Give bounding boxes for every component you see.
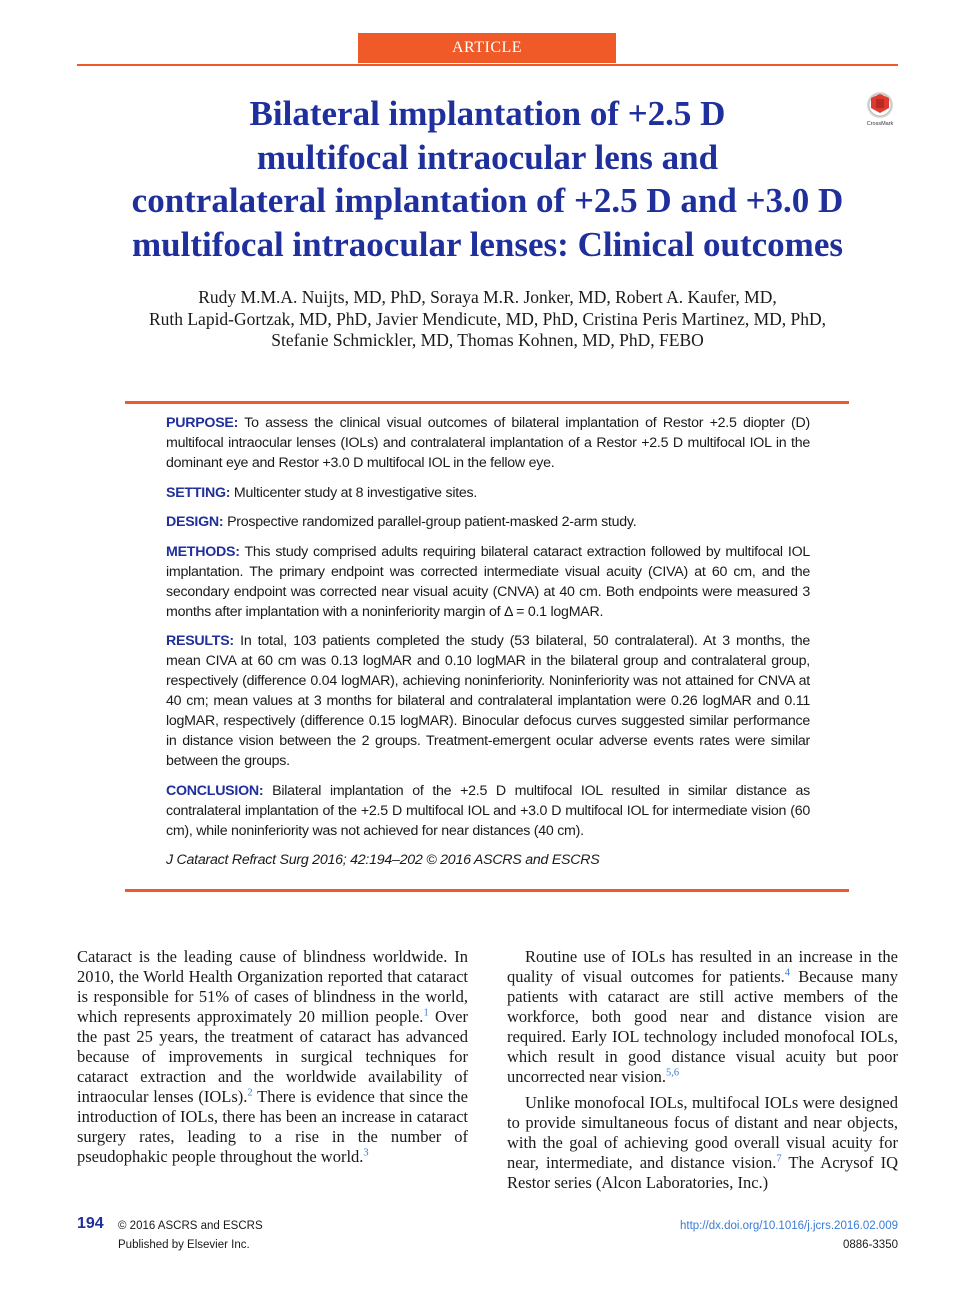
abstract-design — [166, 512, 810, 532]
design-text: Prospective randomized parallel-group patient-masked 2-arm study. — [227, 514, 637, 530]
intro-paragraph — [77, 947, 468, 1167]
publisher-notice: Published by Elsevier Inc. — [118, 1239, 250, 1251]
body-paragraph — [507, 947, 898, 1087]
methods-label: METHODS: — [166, 543, 240, 560]
section-label: ARTICLE — [451, 39, 523, 56]
body-text: Because many patients with cataract are still active members of the workforce, both good near and distance vision are required. Early IOL technology included monofocal IOLs, which result in good distance visual acuity but poor uncorrected near vision. — [507, 967, 898, 1086]
article-section-tab — [358, 33, 616, 63]
abstract-top-rule — [125, 401, 849, 404]
reference-link[interactable]: 4 — [784, 967, 791, 979]
purpose-text: To assess the clinical visual outcomes of bilateral implantation of Restor +2.5 diopter (D) multifocal intraocular lenses (IOLs) and contralateral implantation of a Restor +2.5 D multifocal IOL in the dominant eye and Restor +3.0 D multifocal IOL in the fellow eye. — [166, 415, 810, 471]
copyright-notice: © 2016 ASCRS and ESCRS — [118, 1220, 263, 1232]
author-line: Ruth Lapid-Gortzak, MD, PhD, Javier Mendicute, MD, PhD, Cristina Peris Martinez, MD, PhD, — [148, 308, 827, 329]
title-line: Bilateral implantation of +2.5 D — [249, 94, 726, 133]
title-line: contralateral implantation of +2.5 D and +3.0 D — [131, 181, 844, 220]
purpose-label: PURPOSE: — [166, 415, 239, 431]
reference-link[interactable]: 3 — [363, 1147, 369, 1159]
article-title — [70, 92, 905, 266]
body-left-column — [77, 947, 468, 1167]
body-text: Unlike monofocal IOLs, multifocal IOLs were designed to provide simultaneous focus of distant and near objects, with the goal of achieving good overall visual acuity for near, intermediate, and distance vision. — [507, 1093, 898, 1172]
title-line: multifocal intraocular lenses: Clinical outcomes — [132, 224, 843, 264]
title-line: multifocal intraocular lens and — [256, 137, 719, 177]
methods-text: This study comprised adults requiring bilateral cataract extraction followed by multifocal IOL implantation. The primary endpoint was corrected intermediate visual acuity (CIVA) at 60 cm, and the secondary endpoint was corrected near visual acuity (CNVA) at 40 cm. Both endpoints were measured 3 months after implantation with a noninferiority margin of Δ = 0.1 logMAR. — [166, 543, 810, 620]
abstract-setting — [166, 483, 810, 503]
author-line: Stefanie Schmickler, MD, Thomas Kohnen, MD, PhD, FEBO — [271, 330, 704, 350]
body-right-column — [507, 947, 898, 1193]
reference-link[interactable]: 2 — [247, 1087, 253, 1099]
page-number: 194 — [77, 1215, 104, 1232]
design-label: DESIGN: — [166, 514, 224, 530]
doi-link[interactable]: http://dx.doi.org/10.1016/j.jcrs.2016.02.009 — [679, 1220, 898, 1232]
abstract-purpose — [166, 413, 810, 473]
results-text: In total, 103 patients completed the study (53 bilateral, 50 contralateral). At 3 months, the mean CIVA at 60 cm was 0.13 logMAR and 0.10 logMAR in the bilateral group and contralateral group, respectively (difference 0.04 logMAR), achieving noninferiority. Noninferiority was not attained for CNVA at 40 cm; mean values at 3 months for bilateral and contralateral implantation were 0.26 logMAR and 0.11 logMAR, respectively (difference 0.15 logMAR). Binocular defocus curves suggested similar performance in distance vision between the 2 groups. Treatment-emergent ocular adverse events rates were similar between the groups. — [166, 633, 810, 769]
setting-label: SETTING: — [166, 484, 231, 501]
results-label: RESULTS: — [166, 633, 234, 649]
issn: 0886-3350 — [843, 1239, 898, 1251]
abstract-bottom-rule — [125, 889, 849, 892]
setting-text: Multicenter study at 8 investigative sites. — [233, 484, 478, 501]
conclusion-label: CONCLUSION: — [166, 782, 264, 799]
body-text: Routine use of IOLs has resulted in an increase in the quality of visual outcomes for patients. — [507, 947, 898, 986]
reference-link[interactable]: 1 — [423, 1007, 429, 1019]
body-text: The Acrysof IQ Restor series (Alcon Laboratories, Inc.) — [507, 1153, 898, 1192]
intro-text: Over the past 25 years, the treatment of cataract has advanced because of improvements in surgical techniques for cataract extraction and the worldwide availability of intraocular lenses (IOLs). — [77, 1007, 468, 1106]
header-divider — [77, 64, 898, 66]
reference-link[interactable]: 5,6 — [665, 1067, 680, 1079]
journal-citation: J Cataract Refract Surg 2016; 42:194–202 © 2016 ASCRS and ESCRS — [166, 852, 600, 868]
footer-right — [680, 1217, 898, 1255]
abstract — [166, 413, 810, 880]
body-paragraph — [507, 1093, 898, 1193]
footer-left — [118, 1217, 263, 1255]
crossmark-label: CrossMark — [866, 121, 894, 127]
abstract-results — [166, 631, 810, 771]
intro-text: There is evidence that since the introduction of IOLs, there has been an increase in cataract surgery rates, leading to a rise in the number of pseudophakic people throughout the world. — [77, 1087, 469, 1166]
conclusion-text: Bilateral implantation of the +2.5 D multifocal IOL resulted in similar distance as contralateral implantation of the +2.5 D multifocal IOL and +3.0 D multifocal IOL for intermediate vision (60 cm), while noninferiority was not achieved for near distances (40 cm). — [166, 782, 810, 839]
abstract-methods — [166, 542, 810, 622]
author-list — [70, 287, 905, 352]
intro-text: Cataract is the leading cause of blindness worldwide. In 2010, the World Health Organization reported that cataract is responsible for 51% of cases of blindness in the world, which represents approximately 20 million people. — [77, 947, 468, 1026]
reference-link[interactable]: 7 — [776, 1153, 782, 1165]
author-line: Rudy M.M.A. Nuijts, MD, PhD, Soraya M.R. Jonker, MD, Robert A. Kaufer, MD, — [198, 287, 777, 307]
abstract-conclusion — [166, 781, 810, 841]
crossmark-logo-graphic — [862, 90, 898, 128]
crossmark-icon[interactable] — [862, 90, 898, 128]
